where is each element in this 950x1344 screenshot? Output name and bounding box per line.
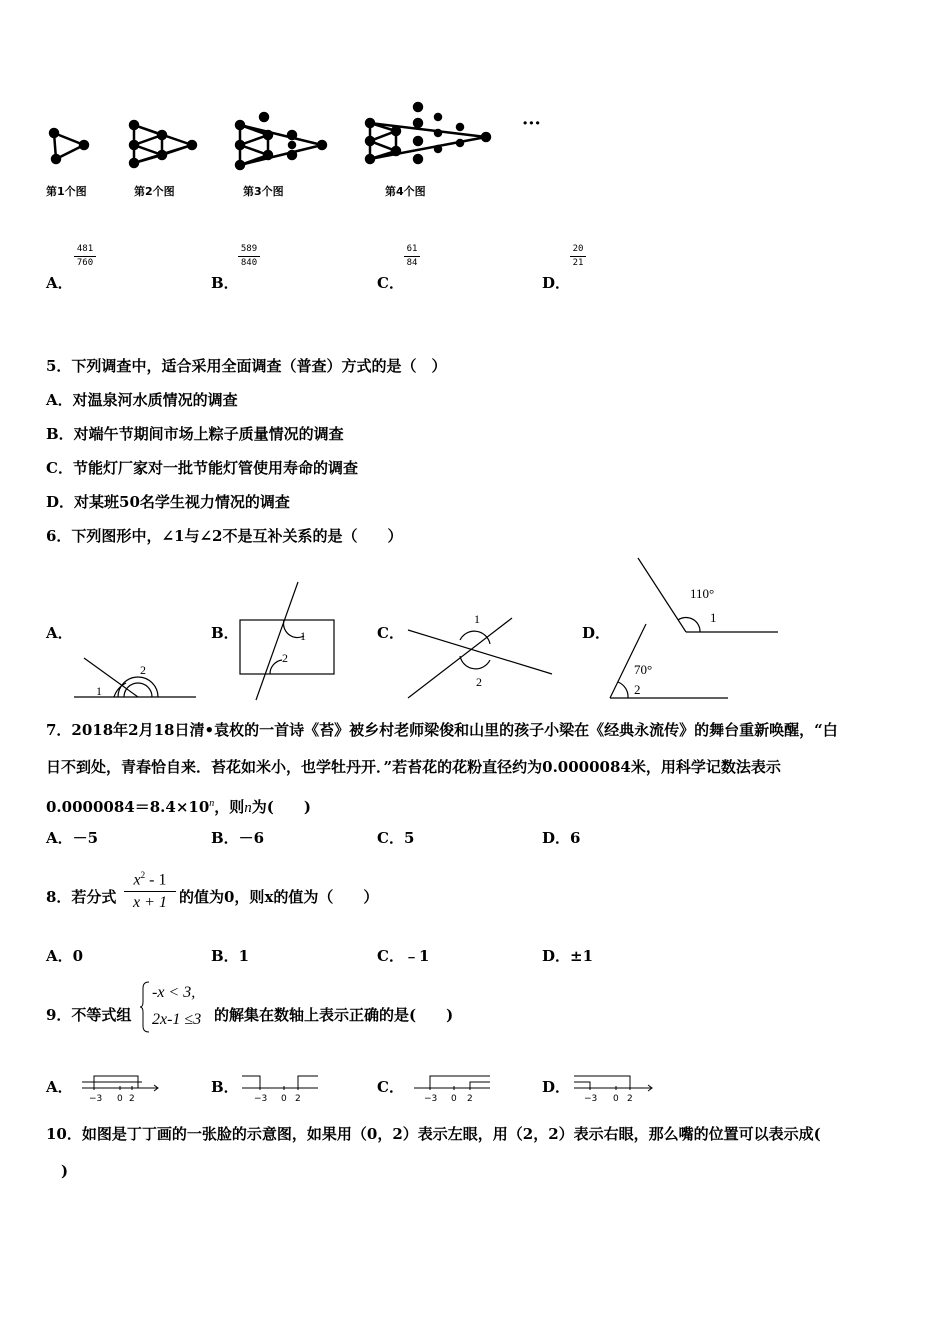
- q6-b-label-1: 1: [300, 629, 306, 643]
- pattern-label-4: 第4个图: [385, 185, 426, 198]
- q6-d-angle-70: 70°: [634, 662, 653, 677]
- q9-a-tick-2: 2: [129, 1094, 135, 1104]
- q5-option-b: B．对端午节期间市场上粽子质量情况的调查: [46, 425, 344, 443]
- q9-a-tick-neg3: −3: [89, 1094, 103, 1104]
- q9-c-tick-2: 2: [467, 1094, 473, 1104]
- q9-inequality-2: 2x-1 ≤3: [152, 1011, 202, 1028]
- q6-figure-c: [402, 606, 558, 702]
- q10-line-2: ): [46, 1162, 69, 1180]
- pattern-label-3: 第3个图: [243, 185, 284, 198]
- q4-option-a-fraction: 481 760: [74, 244, 96, 269]
- q9-d-tick-0: 0: [613, 1094, 619, 1104]
- q9-b-tick-2: 2: [295, 1094, 301, 1104]
- q9-suffix: 的解集在数轴上表示正确的是( ): [214, 1006, 454, 1024]
- q6-b-label-2: 2: [282, 651, 288, 665]
- q6-a-label-1: 1: [96, 684, 102, 698]
- q4-option-a-letter: A．: [46, 274, 73, 292]
- q6-figure-d: [604, 556, 784, 702]
- q9-option-a-letter: A．: [46, 1078, 73, 1096]
- q6-figure-b: [236, 578, 340, 704]
- q8-option-a: A．0: [46, 947, 84, 965]
- triangle-pattern-figure: [40, 95, 560, 175]
- q8-prefix: 8．若分式: [46, 888, 117, 906]
- q7-option-a: A．－5: [46, 829, 99, 847]
- q6-d-angle-110: 110°: [690, 586, 715, 601]
- q6-option-c-letter: C．: [377, 624, 404, 642]
- q9-d-tick-2: 2: [627, 1094, 633, 1104]
- q4-option-c-letter: C．: [377, 274, 404, 292]
- q6-stem: 6．下列图形中，∠1与∠2不是互补关系的是（ ）: [46, 527, 403, 545]
- q6-figure-a: [70, 650, 200, 702]
- q5-option-a: A．对温泉河水质情况的调查: [46, 391, 238, 409]
- q6-a-label-2: 2: [140, 663, 146, 677]
- q9-a-tick-0: 0: [117, 1094, 123, 1104]
- q9-brace: [139, 980, 151, 1034]
- q5-option-d: D．对某班50名学生视力情况的调查: [46, 493, 290, 511]
- q9-b-tick-0: 0: [281, 1094, 287, 1104]
- q9-prefix: 9．不等式组: [46, 1006, 132, 1024]
- q7-line-1: 7．2018年2月18日清•袁枚的一首诗《苔》被乡村老师梁俊和山里的孩子小梁在《经典永流传》的舞台重新唤醒，“白: [46, 721, 838, 739]
- q6-c-label-2: 2: [476, 675, 482, 689]
- q4-option-b-fraction: 589 840: [238, 244, 260, 269]
- q6-option-b-letter: B．: [211, 624, 239, 642]
- q8-option-d: D．±1: [542, 947, 594, 965]
- q5-stem: 5．下列调查中，适合采用全面调查（普查）方式的是（ ）: [46, 357, 447, 375]
- q9-numberline-b: [240, 1070, 322, 1104]
- pattern-label-2: 第2个图: [134, 185, 175, 198]
- pattern-label-1: 第1个图: [46, 185, 87, 198]
- q4-option-d-letter: D．: [542, 274, 571, 292]
- q10-line-1: 10．如图是丁丁画的一张脸的示意图，如果用（0，2）表示左眼，用（2，2）表示右眼，那么嘴的位置可以表示成(: [46, 1125, 821, 1143]
- q9-c-tick-neg3: −3: [424, 1094, 438, 1104]
- q6-d-label-1: 1: [710, 610, 717, 625]
- q9-d-tick-neg3: −3: [584, 1094, 598, 1104]
- q7-line-2: 日不到处，青春恰自来．苔花如米小，也学牡丹开．”若苔花的花粉直径约为0.0000084米，用科学记数法表示: [46, 758, 781, 776]
- q9-numberline-a: [80, 1070, 162, 1104]
- q6-option-d-letter: D．: [582, 624, 611, 642]
- q9-option-c-letter: C．: [377, 1078, 404, 1096]
- q7-line-3: $0.0000084=8.4\times 10^n$，则n为( ): [46, 798, 311, 816]
- q9-inequality-1: -x < 3,: [152, 984, 196, 1001]
- q7-option-d: D．6: [542, 829, 581, 847]
- q9-numberline-c: [412, 1070, 494, 1104]
- q8-fraction: $x^2 - 1$ x + 1: [124, 864, 176, 914]
- q6-option-a-letter: A．: [46, 624, 73, 642]
- q8-suffix: 的值为0，则x的值为（ ）: [179, 888, 379, 906]
- q9-numberline-d: [572, 1070, 656, 1104]
- q8-option-b: B．1: [211, 947, 250, 965]
- q6-d-label-2: 2: [634, 682, 641, 697]
- q6-c-label-1: 1: [474, 612, 480, 626]
- q4-option-d-fraction: 20 21: [570, 244, 586, 269]
- q9-option-b-letter: B．: [211, 1078, 239, 1096]
- q5-option-c: C．节能灯厂家对一批节能灯管使用寿命的调查: [46, 459, 358, 477]
- pattern-ellipsis: ···: [522, 113, 541, 134]
- q4-option-c-fraction: 61 84: [404, 244, 420, 269]
- q9-c-tick-0: 0: [451, 1094, 457, 1104]
- q9-b-tick-neg3: −3: [254, 1094, 268, 1104]
- q8-option-c: C．﹣1: [377, 947, 430, 965]
- q9-option-d-letter: D．: [542, 1078, 571, 1096]
- q7-option-c: C．5: [377, 829, 415, 847]
- q4-option-b-letter: B．: [211, 274, 239, 292]
- q7-option-b: B．－6: [211, 829, 265, 847]
